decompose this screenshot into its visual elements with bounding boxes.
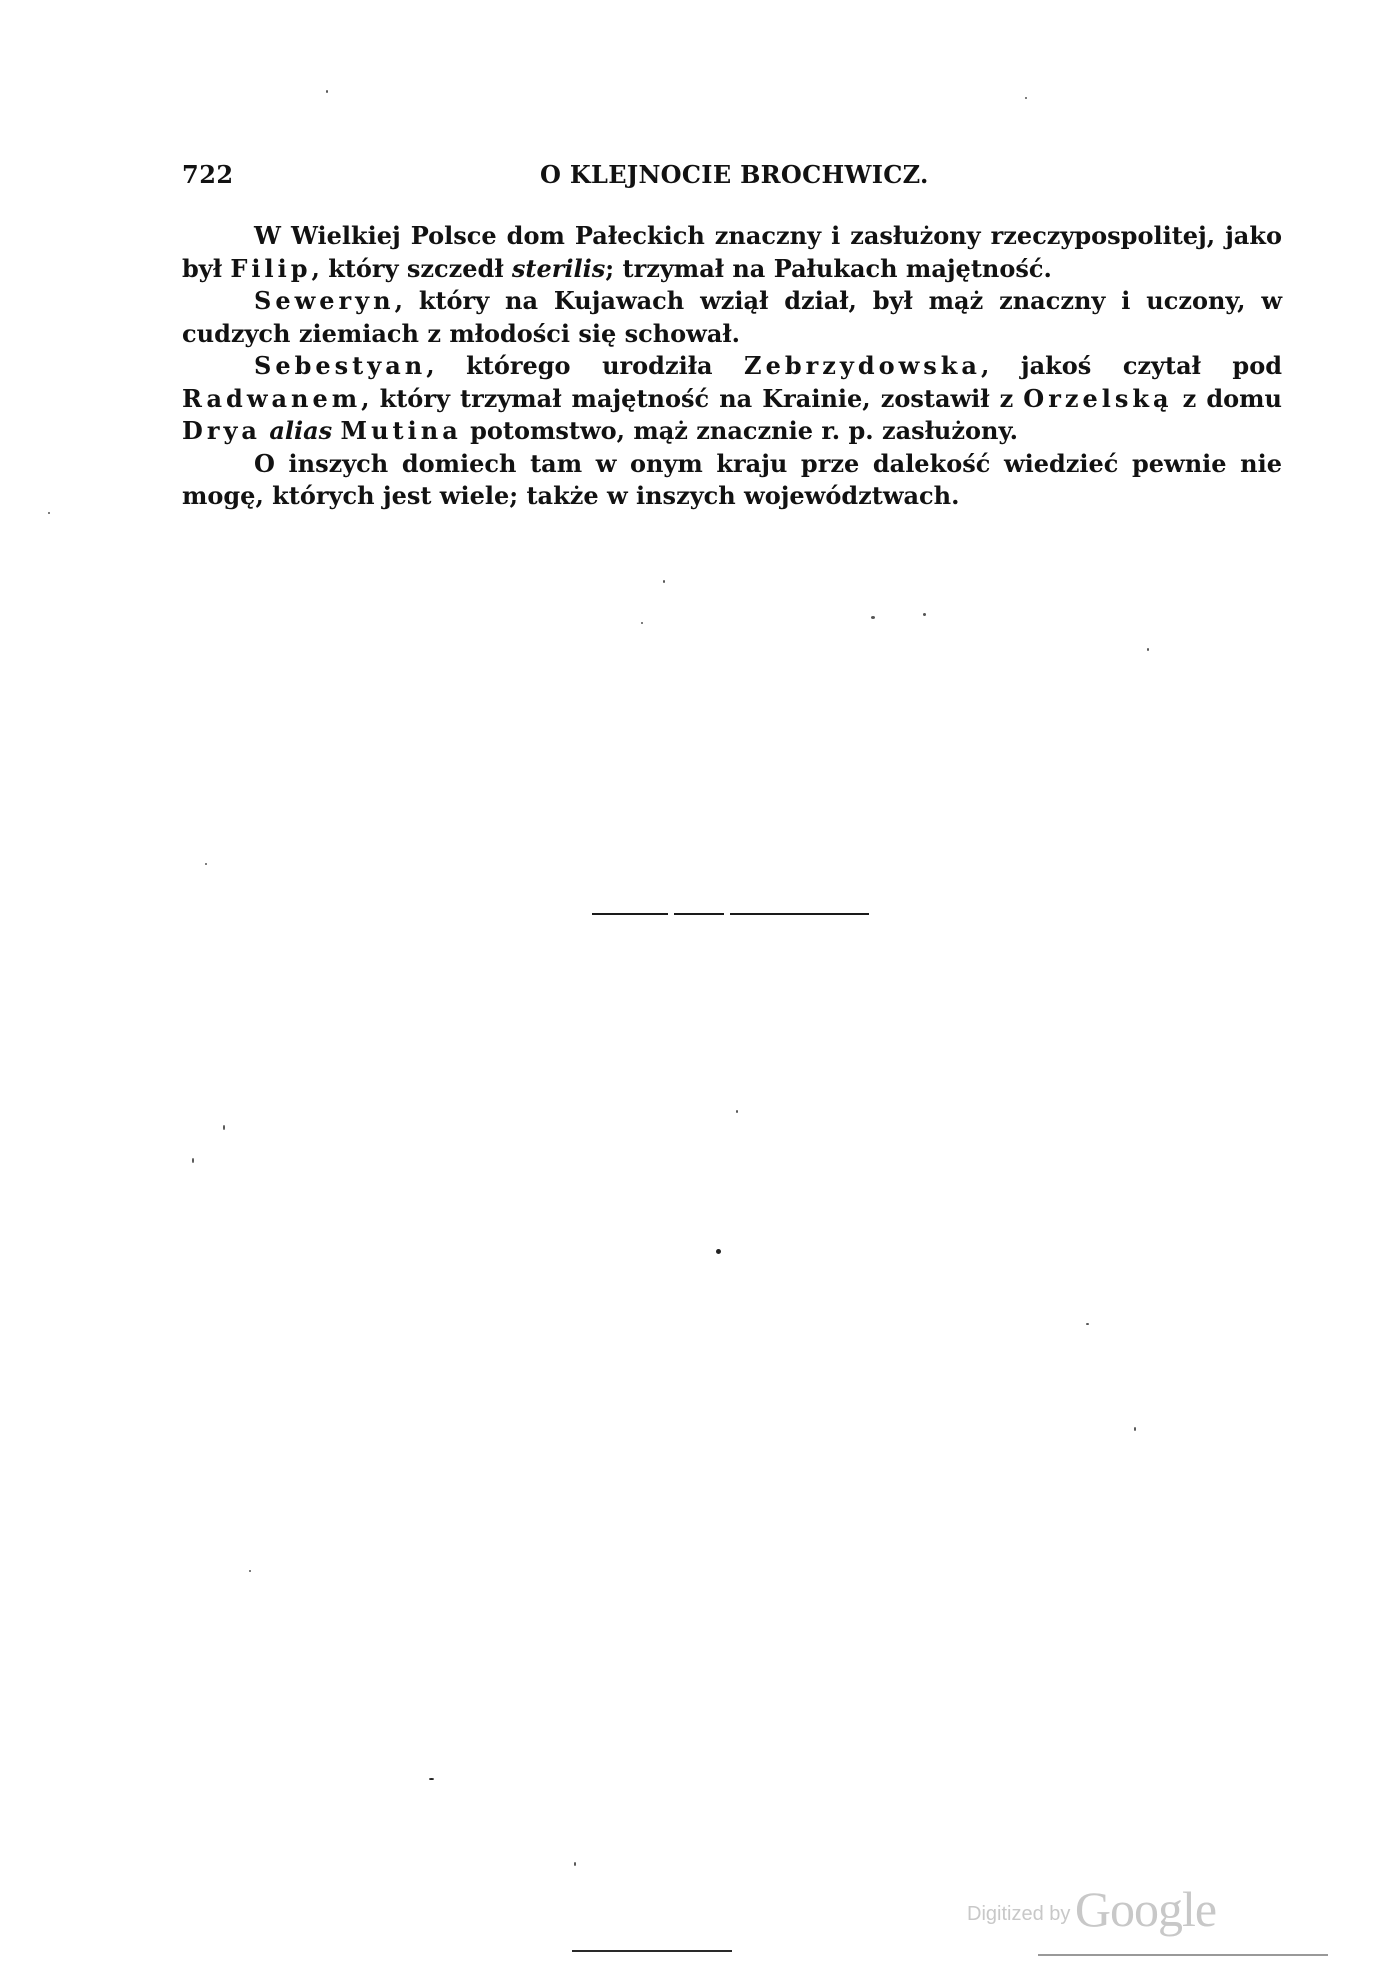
text-run bbox=[332, 416, 340, 445]
dust-speck bbox=[923, 613, 926, 616]
dust-speck bbox=[736, 1110, 738, 1113]
dust-speck bbox=[429, 1778, 434, 1780]
rule-gap bbox=[724, 911, 730, 917]
scan-artifact bbox=[572, 1950, 732, 1952]
dust-speck bbox=[716, 1249, 721, 1254]
paragraph bbox=[182, 285, 1282, 350]
page-number: 722 bbox=[182, 160, 234, 189]
text-run: , który szczedł bbox=[311, 253, 512, 283]
spaced-name: Zebrzydowska bbox=[744, 351, 981, 380]
spaced-name: Sebestyan bbox=[254, 351, 427, 380]
italic-term: sterilis bbox=[511, 253, 606, 283]
text-run: , którego urodziła bbox=[426, 351, 745, 380]
dust-speck bbox=[871, 616, 875, 619]
watermark-prefix: Digitized by bbox=[967, 1903, 1071, 1925]
dust-speck bbox=[48, 512, 50, 514]
spaced-name: Mutina bbox=[340, 416, 462, 445]
text-run: z domu bbox=[1172, 383, 1282, 413]
dust-speck bbox=[326, 90, 328, 93]
spaced-name: Orzelską bbox=[1023, 383, 1173, 413]
text-run: , który trzymał majętność na Krainie, zostawił z bbox=[361, 383, 1024, 413]
text-run: , który na Kujawach wziął dział, był mąż znaczny i uczony, w cudzych ziemiach z młodości się schował. bbox=[182, 286, 1282, 348]
dust-speck bbox=[192, 1158, 194, 1163]
paragraph bbox=[182, 448, 1282, 513]
dust-speck bbox=[1147, 648, 1149, 651]
section-end-rule bbox=[592, 913, 869, 915]
dust-speck bbox=[1025, 97, 1027, 99]
paragraph bbox=[182, 350, 1282, 448]
dust-speck bbox=[223, 1125, 225, 1130]
rule-gap bbox=[668, 911, 674, 917]
text-run: W Wielkiej Polsce dom Pałeckich znaczny i zasłużony rzeczypospolitej, jako był bbox=[182, 221, 1282, 283]
dust-speck bbox=[641, 622, 643, 624]
spaced-name: Seweryn bbox=[254, 286, 395, 315]
running-title: O KLEJNOCIE BROCHWICZ. bbox=[540, 160, 929, 189]
spaced-name: Drya bbox=[182, 416, 261, 445]
digitized-watermark bbox=[967, 1880, 1216, 1938]
dust-speck bbox=[1134, 1427, 1136, 1431]
paragraph bbox=[182, 220, 1282, 285]
dust-speck bbox=[249, 1570, 251, 1572]
watermark-brand: Google bbox=[1074, 1881, 1217, 1937]
dust-speck bbox=[1086, 1323, 1089, 1325]
dust-speck bbox=[205, 863, 207, 865]
dust-speck bbox=[574, 1862, 576, 1866]
body-text bbox=[182, 220, 1282, 513]
italic-term: alias bbox=[269, 416, 333, 445]
text-run: , jakoś czytał pod bbox=[980, 351, 1282, 380]
spaced-name: Radwanem bbox=[182, 383, 362, 413]
text-run: O inszych domiech tam w onym kraju prze dalekość wiedzieć pewnie nie mogę, których jest wiele; także w inszych województwach. bbox=[182, 448, 1282, 510]
scan-artifact bbox=[1038, 1954, 1328, 1956]
text-run: potomstwo, mąż znacznie r. p. zasłużony. bbox=[461, 416, 1019, 445]
dust-speck bbox=[663, 580, 665, 583]
text-run: ; trzymał na Pałukach majętność. bbox=[605, 253, 1052, 283]
spaced-name: Filip bbox=[230, 253, 312, 283]
